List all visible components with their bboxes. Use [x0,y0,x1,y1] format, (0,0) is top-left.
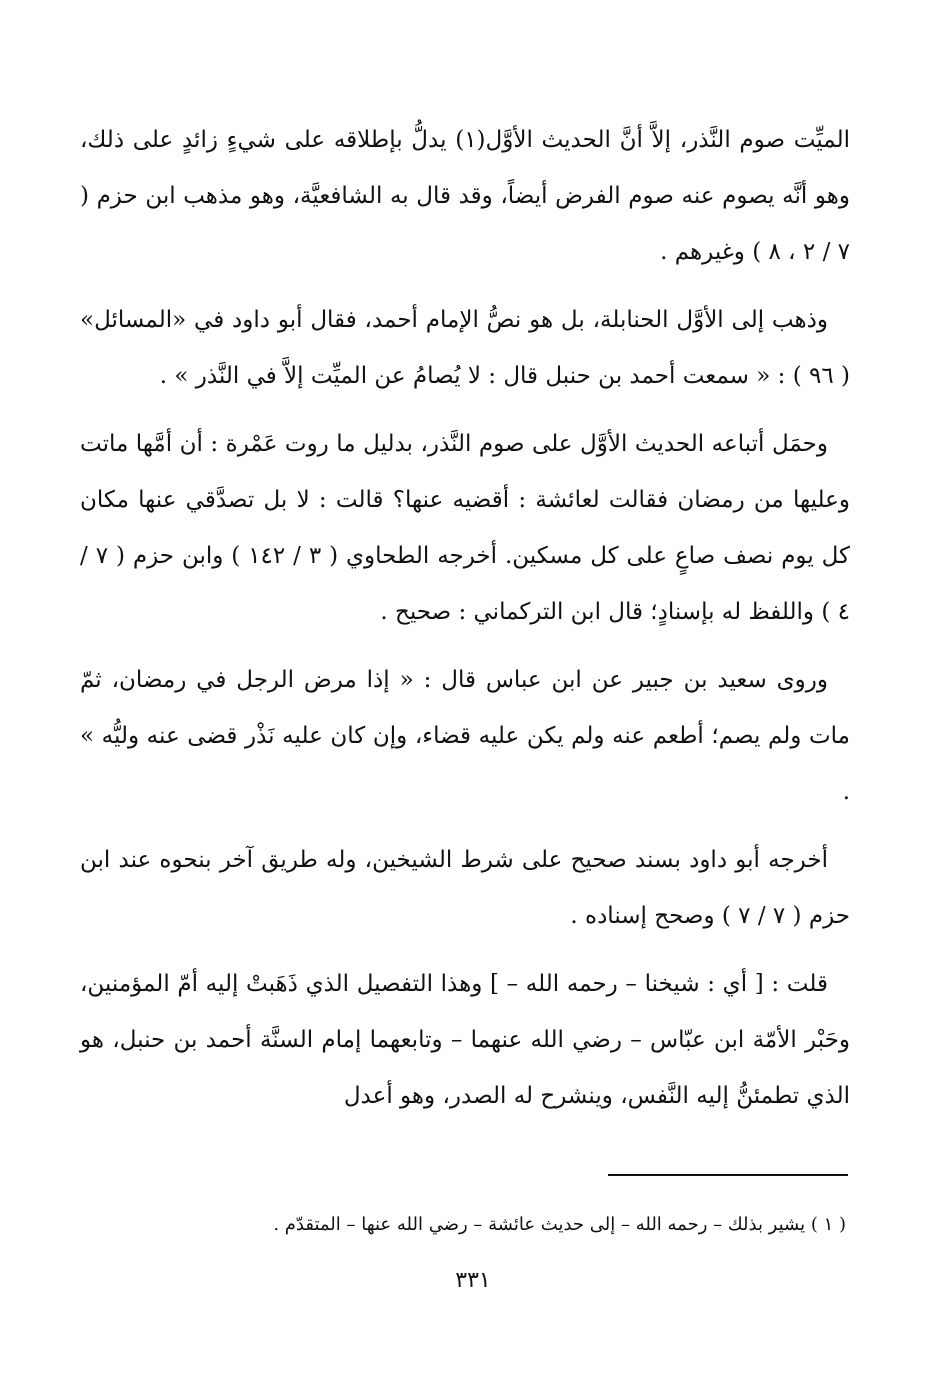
paragraph-4: وروى سعيد بن جبير عن ابن عباس قال : « إذا مرض الرجل في رمضان، ثمّ مات ولم يصم؛ أطعم عنه ولم يكن عليه قضاء، وإن كان عليه نَذْر قضى عنه وليُّه » . [80,667,850,805]
paragraph-6: قلت : [ أي : شيخنا – رحمه الله – ] وهذا التفصيل الذي ذَهَبتْ إليه أمّ المؤمنين، وحَبْر الأمّة ابن عبّاس – رضي الله عنهما – وتابعهما إمام السنَّة أحمد بن حنبل، هو الذي تطمئنُّ إليه النَّفس، وينشرح له الصدر، وهو أعدل [80,971,850,1109]
footnote-divider [608,1174,848,1176]
page-number: ٣٣١ [455,1268,491,1293]
paragraph-1: الميِّت صوم النَّذر، إلاَّ أنَّ الحديث الأوَّل(١) يدلُّ بإطلاقه على شيءٍ زائدٍ على ذلك، وهو أنَّه يصوم عنه صوم الفرض أيضاً، وقد قال به الشافعيَّة، وهو مذهب ابن حزم ( ٧ / ٢ ، ٨ ) وغيرهم . [80,127,850,265]
footnote: ( ١ ) يشير بذلك – رحمه الله – إلى حديث عائشة – رضي الله عنها – المتقدّم . [273,1214,846,1235]
paragraph-2: وذهب إلى الأوَّل الحنابلة، بل هو نصُّ الإمام أحمد، فقال أبو داود في «المسائل» ( ٩٦ ) : « سمعت أحمد بن حنبل قال : لا يُصامُ عن الميِّت إلاَّ في النَّذر » . [80,307,850,389]
paragraph-3: وحمَل أتباعه الحديث الأوَّل على صوم النَّذر، بدليل ما روت عَمْرة : أن أمَّها ماتت وعليها من رمضان فقالت لعائشة : أقضيه عنها؟ قالت : لا بل تصدَّقي عنها مكان كل يوم نصف صاعٍ على كل مسكين. أخرجه الطحاوي ( ٣ / ١٤٢ ) وابن حزم ( ٧ / ٤ ) واللفظ له بإسنادٍ؛ قال ابن التركماني : صحيح . [80,431,851,625]
main-text [80,112,850,1136]
paragraph-5: أخرجه أبو داود بسند صحيح على شرط الشيخين، وله طريق آخر بنحوه عند ابن حزم ( ٧ / ٧ ) وصحح إسناده . [80,847,850,929]
